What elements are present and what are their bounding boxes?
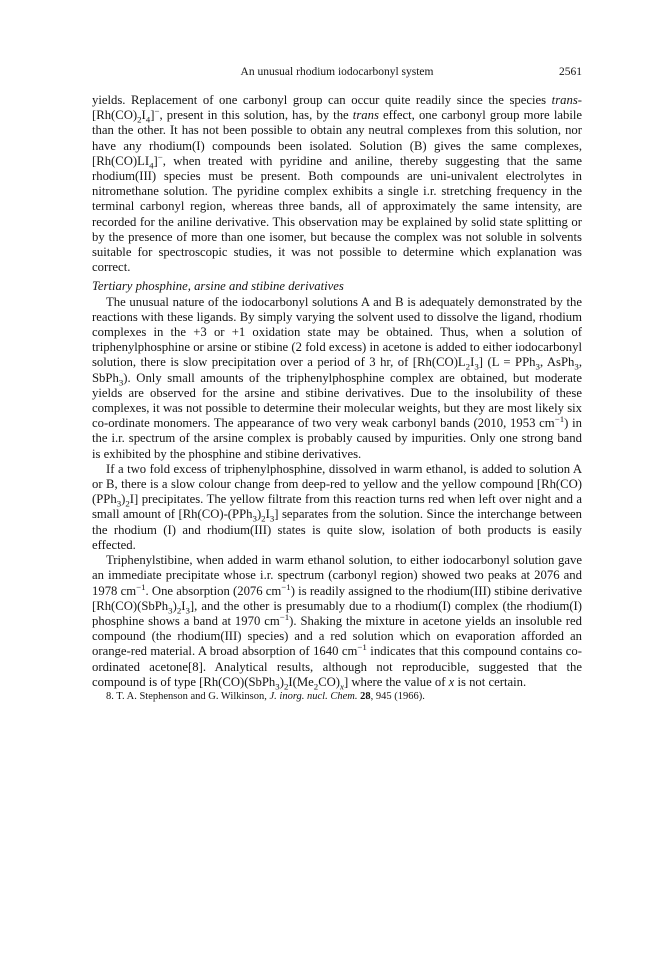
paragraph-continuation: yields. Replacement of one carbonyl group can occur quite readily since the species trans-$[Rh(CO)_2I_4]^-$, present in this solution, has, by the trans effect, one carbonyl group more labile than the other. It has not been possible to obtain any neutral complexes from this solution, nor have any rhodium(I) compounds been isolated. Solution (B) gives the same complexes, $[Rh(CO)LI_4]^-$, when treated with pyridine and aniline, thereby suggesting that the same rhodium(III) species must be present. Both compounds are uni-univalent electrolytes in nitromethane solution. The pyridine complex exhibits a single i.r. stretching frequency in the terminal carbonyl region, whereas three bands, all of approximately the same intensity, are recorded for the aniline derivative. This observation may be explained by solid state splitting or by the presence of more than one isomer, but because the complex was not soluble in solvents suitable for spectroscopic studies, it was not possible to determine which explanation was correct. — [92, 93, 582, 275]
paragraph-stibine-ethanol: Triphenylstibine, when added in warm ethanol solution, to either iodocarbonyl solution gave an immediate precipitate whose i.r. spectrum (carbonyl region) showed two peaks at 2076 and 1978 $cm^{-1}$. One absorption (2076 $cm^{-1}$) is readily assigned to the rhodium(III) stibine derivative $[Rh(CO)(SbPh_3)_2I_3]$, and the other is presumably due to a rhodium(I) complex (the rhodium(I) phosphine shows a band at 1970 $cm^{-1}$). Shaking the mixture in acetone yields an insoluble red compound (the rhodium(III) species) and a red solution which on evaporation afforded an orange-red material. A broad absorption of 1640 $cm^{-1}$ indicates that this compound contains co-ordinated acetone[8]. Analytical results, although not reproducible, suggested that the compound is of type $[Rh(CO)(SbPh_3)_2I(Me_2CO)_x]$ where the value of x is not certain. — [92, 553, 582, 692]
footnote-reference-8: 8. T. A. Stephenson and G. Wilkinson, J. inorg. nucl. Chem. 28, 945 (1966). — [106, 690, 425, 702]
page-number: 2561 — [559, 66, 582, 78]
paragraph-ligands-intro: The unusual nature of the iodocarbonyl solutions A and B is adequately demonstrated by the reactions with these ligands. By simply varying the solvent used to dissolve the ligand, rhodium complexes in the +3 or +1 oxidation state may be obtained. Thus, when a solution of triphenylphosphine or arsine or stibine (2 fold excess) in acetone is added to either iodocarbonyl solution, there is slow precipitation over a period of 3 hr, of $[Rh(CO)L_2I_3] (L = PPh_3$, AsPh$_3$, SbPh$_3$). Only small amounts of the triphenylphosphine complex are obtained, but moderate yields are observed for the arsine and stibine derivatives. Due to the insolubility of these complexes, it was not possible to determine their molecular weights, but they are most likely six co-ordinate monomers. The appearance of two very weak carbonyl bands (2010, 1953 $cm^{-1}$) in the i.r. spectrum of the arsine complex is probably caused by impurities. Only one strong band is exhibited by the phosphine and stibine derivatives. — [92, 294, 582, 461]
running-header — [92, 66, 582, 84]
section-heading: Tertiary phosphine, arsine and stibine derivatives — [92, 279, 344, 294]
paragraph-phosphine-ethanol: If a two fold excess of triphenylphosphine, dissolved in warm ethanol, is added to solution A or B, there is a slow colour change from deep-red to yellow and the yellow compound $[Rh(CO)(PPh_3)_2I]$ precipitates. The yellow filtrate from this reaction turns red when left over night and a small amount of $[Rh(CO)-(PPh_3)_2I_3]$ separates from the solution. Since the interchange between the rhodium (I) and rhodium(III) states is quite slow, isolation of both products is easily effected. — [92, 461, 582, 552]
body-text — [92, 93, 582, 703]
running-title: An unusual rhodium iodocarbonyl system — [240, 66, 434, 78]
